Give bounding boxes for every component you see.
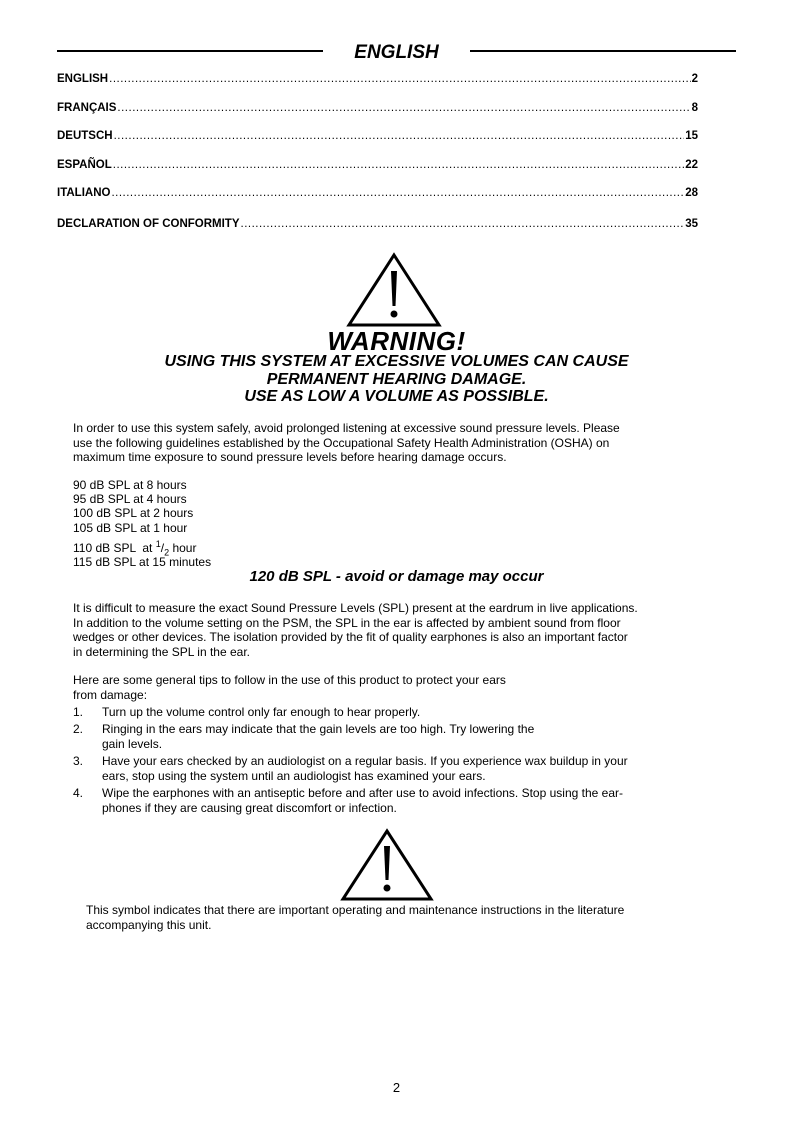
- intro-paragraph: In order to use this system safely, avoid prolonged listening at excessive sound pressure levels. Please use the following guidelines established by the Occupational Safety Health Administration (OSHA) on maximum time exposure to sound pressure levels before hearing damage occurs.: [73, 421, 620, 464]
- warning-line: USING THIS SYSTEM AT EXCESSIVE VOLUMES CAN CAUSE: [164, 353, 629, 370]
- toc-item-italiano[interactable]: [57, 187, 698, 201]
- toc-label: DECLARATION OF CONFORMITY: [57, 218, 240, 230]
- toc-page: 8: [691, 102, 698, 114]
- tips-intro: Here are some general tips to follow in the use of this product to protect your ears from damage:: [73, 673, 506, 702]
- toc-item-declaration[interactable]: [57, 218, 698, 232]
- warning-title: WARNING!: [327, 326, 466, 356]
- toc-item-english[interactable]: [57, 73, 698, 87]
- page-number: 2: [392, 1080, 401, 1095]
- toc-page: 28: [685, 187, 698, 199]
- toc-page: 2: [691, 73, 698, 85]
- toc-page: 35: [685, 218, 698, 230]
- toc-label: ENGLISH: [57, 73, 109, 85]
- warning-line: PERMANENT HEARING DAMAGE.: [266, 371, 527, 388]
- toc-page: 22: [685, 159, 698, 171]
- spl-item-half-hour: 110 dB SPL at $^1/_2$ hour: [73, 539, 197, 558]
- spl-item: 105 dB SPL at 1 hour: [73, 521, 188, 535]
- spl-item: 100 dB SPL at 2 hours: [73, 506, 194, 520]
- spl-item: 95 dB SPL at 4 hours: [73, 492, 187, 506]
- toc-label: DEUTSCH: [57, 130, 113, 142]
- toc-item-deutsch[interactable]: [57, 130, 698, 144]
- toc-label: ESPAÑOL: [57, 159, 112, 171]
- spl-item: 90 dB SPL at 8 hours: [73, 478, 187, 492]
- header-rule-right: [470, 50, 736, 52]
- toc-page: 15: [685, 130, 698, 142]
- toc-item-espanol[interactable]: [57, 159, 698, 173]
- toc-label: FRANÇAIS: [57, 102, 117, 114]
- measure-paragraph: It is difficult to measure the exact Sound Pressure Levels (SPL) present at the eardrum in live applications. In addition to the volume setting on the PSM, the SPL in the ear is affected by ambient sound from floor wedges or other devices. The isolation provided by the fit of quality earphones is also an important factor in determining the SPL in the ear.: [73, 601, 638, 659]
- warning-triangle-icon: [340, 828, 434, 902]
- toc-item-francais[interactable]: [57, 102, 698, 116]
- spl-item: 115 dB SPL at 15 minutes: [73, 555, 212, 569]
- toc-label: ITALIANO: [57, 187, 111, 199]
- warning-line: USE AS LOW A VOLUME AS POSSIBLE.: [244, 388, 549, 405]
- symbol-note: This symbol indicates that there are important operating and maintenance instructions in the literature accompanying this unit.: [86, 903, 625, 932]
- warning-triangle-icon: [346, 252, 442, 328]
- page-title: ENGLISH: [354, 42, 439, 63]
- spl-limit-warning: 120 dB SPL - avoid or damage may occur: [249, 568, 544, 585]
